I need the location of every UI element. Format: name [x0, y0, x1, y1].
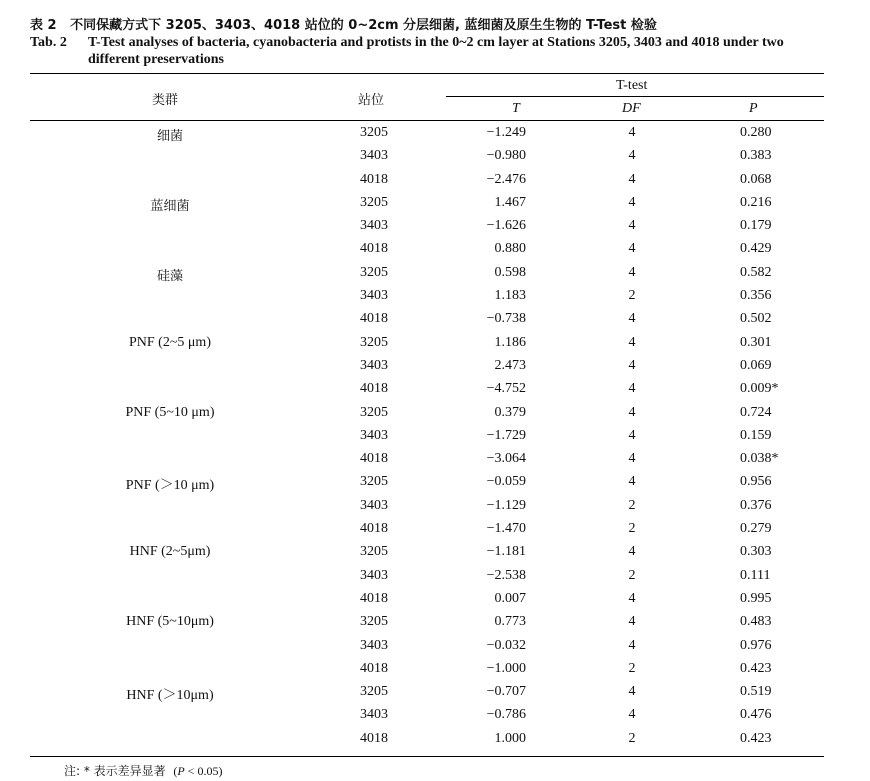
p-value-cell: 0.068 [740, 171, 772, 187]
p-value-cell: 0.502 [740, 311, 772, 327]
t-value-cell: −1.729 [486, 427, 526, 443]
table-row [0, 425, 870, 448]
p-value-cell: 0.582 [740, 264, 772, 280]
table-row [0, 122, 870, 145]
df-cell: 4 [628, 241, 636, 257]
table-row [0, 728, 870, 751]
df-cell: 4 [628, 707, 636, 723]
note-prefix: 注: * 表示差异显著 [64, 764, 166, 778]
table-row [0, 169, 870, 192]
table-note [64, 762, 222, 779]
t-value-cell: −0.707 [486, 684, 526, 700]
t-value-cell: −1.626 [486, 218, 526, 234]
p-value-cell: 0.216 [740, 194, 772, 210]
df-cell: 4 [628, 451, 636, 467]
t-value-cell: 1.000 [494, 730, 526, 746]
note-open: ( [173, 764, 178, 778]
table-row [0, 238, 870, 261]
station-cell: 4018 [360, 521, 388, 537]
table-row [0, 215, 870, 238]
station-cell: 3205 [360, 474, 388, 490]
station-cell: 4018 [360, 590, 388, 606]
df-cell: 4 [628, 590, 636, 606]
t-value-cell: 0.598 [494, 264, 526, 280]
station-cell: 3205 [360, 194, 388, 210]
station-cell: 3205 [360, 125, 388, 140]
table-row [0, 611, 870, 634]
station-cell: 4018 [360, 241, 388, 257]
t-value-cell: −2.538 [486, 567, 526, 583]
table-row [0, 285, 870, 308]
table-row [0, 518, 870, 541]
t-value-cell: −0.980 [486, 148, 526, 164]
station-cell: 3205 [360, 334, 388, 350]
header-taxon: 类群 [152, 93, 179, 108]
t-value-cell: −4.752 [486, 381, 526, 397]
df-cell: 4 [628, 614, 636, 630]
station-cell: 3403 [360, 288, 388, 304]
df-cell: 4 [628, 264, 636, 280]
taxon-cell: PNF (2~5 μm) [129, 334, 211, 350]
t-value-cell: −1.129 [486, 497, 526, 513]
df-cell: 2 [628, 730, 636, 746]
table-row [0, 588, 870, 611]
station-cell: 4018 [360, 311, 388, 327]
table-row [0, 378, 870, 401]
station-cell: 3403 [360, 218, 388, 234]
p-value-cell: 0.009* [740, 381, 779, 397]
df-cell: 4 [628, 474, 636, 490]
caption-english [30, 34, 840, 68]
taxon-cell: 细菌 [156, 129, 183, 144]
station-cell: 4018 [360, 171, 388, 187]
p-value-cell: 0.995 [740, 590, 772, 606]
table-row [0, 145, 870, 168]
p-value-cell: 0.301 [740, 334, 772, 350]
t-value-cell: −1.000 [486, 660, 526, 676]
t-value-cell: −0.786 [486, 707, 526, 723]
station-cell: 3205 [360, 684, 388, 700]
p-value-cell: 0.356 [740, 288, 772, 304]
df-cell: 4 [628, 544, 636, 560]
t-value-cell: 0.773 [494, 614, 526, 630]
table-row [0, 192, 870, 215]
table-body [0, 122, 870, 751]
header-station: 站位 [358, 93, 385, 108]
table-row [0, 495, 870, 518]
table-row [0, 635, 870, 658]
taxon-cell: 蓝细菌 [150, 198, 190, 214]
table-row [0, 308, 870, 331]
p-value-cell: 0.976 [740, 637, 772, 653]
table-row [0, 262, 870, 285]
df-cell: 4 [628, 334, 636, 350]
taxon-cell: HNF (＞10μm) [126, 688, 214, 704]
table-row [0, 402, 870, 425]
df-cell: 4 [628, 427, 636, 443]
station-cell: 4018 [360, 451, 388, 467]
t-value-cell: 1.183 [494, 288, 526, 304]
table-row [0, 471, 870, 494]
df-cell: 4 [628, 218, 636, 234]
station-cell: 3205 [360, 404, 388, 420]
p-value-cell: 0.423 [740, 730, 772, 746]
t-value-cell: 1.186 [494, 334, 526, 350]
header-p: P [749, 101, 758, 116]
p-value-cell: 0.423 [740, 660, 772, 676]
t-value-cell: 0.379 [494, 404, 526, 420]
caption-chinese [30, 14, 657, 33]
df-cell: 4 [628, 125, 636, 140]
table-bottom-rule [30, 756, 824, 757]
p-value-cell: 0.038* [740, 451, 779, 467]
df-cell: 4 [628, 311, 636, 327]
t-value-cell: −1.470 [486, 521, 526, 537]
header-ttest: T-test [616, 78, 648, 93]
note-p-symbol: P [177, 764, 185, 778]
header-bottom-rule [30, 120, 824, 121]
taxon-cell: PNF (5~10 μm) [125, 404, 215, 420]
t-value-cell: −0.032 [486, 637, 526, 653]
df-cell: 2 [628, 497, 636, 513]
station-cell: 3403 [360, 148, 388, 164]
caption-cn-label: 表 2 [30, 18, 57, 33]
caption-en-title: T-Test analyses of bacteria, cyanobacteria and protists in the 0~2 cm layer at Stations 3205, 3403 and 4018 under two different preservations [88, 35, 784, 67]
p-value-cell: 0.519 [740, 684, 772, 700]
table-row [0, 658, 870, 681]
df-cell: 4 [628, 404, 636, 420]
taxon-cell: PNF (＞10 μm) [125, 478, 215, 494]
station-cell: 4018 [360, 660, 388, 676]
p-value-cell: 0.383 [740, 148, 772, 164]
p-value-cell: 0.476 [740, 707, 772, 723]
header-t: T [512, 101, 520, 116]
p-value-cell: 0.279 [740, 521, 772, 537]
t-value-cell: −0.738 [486, 311, 526, 327]
station-cell: 3403 [360, 497, 388, 513]
p-value-cell: 0.724 [740, 404, 772, 420]
station-cell: 3403 [360, 567, 388, 583]
station-cell: 3205 [360, 544, 388, 560]
note-condition: < 0.05) [184, 764, 223, 778]
df-cell: 4 [628, 684, 636, 700]
table-top-rule [30, 73, 824, 74]
p-value-cell: 0.483 [740, 614, 772, 630]
table-row [0, 448, 870, 471]
t-value-cell: 0.880 [494, 241, 526, 257]
df-cell: 2 [628, 521, 636, 537]
t-value-cell: 0.007 [494, 590, 526, 606]
df-cell: 4 [628, 194, 636, 210]
t-value-cell: −3.064 [486, 451, 526, 467]
p-value-cell: 0.179 [740, 218, 772, 234]
t-value-cell: −1.249 [486, 125, 526, 140]
caption-cn-title: 不同保藏方式下 3205、3403、4018 站位的 0~2cm 分层细菌, 蓝细菌及原生生物的 T-Test 检验 [70, 18, 657, 33]
table-row [0, 355, 870, 378]
station-cell: 3403 [360, 357, 388, 373]
t-value-cell: −2.476 [486, 171, 526, 187]
station-cell: 4018 [360, 381, 388, 397]
p-value-cell: 0.069 [740, 357, 772, 373]
p-value-cell: 0.159 [740, 427, 772, 443]
p-value-cell: 0.376 [740, 497, 772, 513]
taxon-cell: HNF (5~10μm) [126, 614, 214, 630]
header-df: DF [622, 101, 641, 116]
table-row [0, 565, 870, 588]
table-row [0, 541, 870, 564]
p-value-cell: 0.280 [740, 125, 772, 140]
df-cell: 4 [628, 357, 636, 373]
table-row [0, 681, 870, 704]
t-value-cell: 1.467 [494, 194, 526, 210]
caption-en-label: Tab. 2 [30, 35, 67, 50]
station-cell: 3403 [360, 707, 388, 723]
p-value-cell: 0.111 [740, 567, 771, 583]
station-cell: 4018 [360, 730, 388, 746]
df-cell: 2 [628, 567, 636, 583]
p-value-cell: 0.303 [740, 544, 772, 560]
station-cell: 3403 [360, 427, 388, 443]
t-value-cell: 2.473 [494, 357, 526, 373]
t-value-cell: −0.059 [486, 474, 526, 490]
table-row [0, 332, 870, 355]
df-cell: 2 [628, 660, 636, 676]
df-cell: 4 [628, 171, 636, 187]
df-cell: 4 [628, 637, 636, 653]
p-value-cell: 0.429 [740, 241, 772, 257]
df-cell: 2 [628, 288, 636, 304]
table-row [0, 704, 870, 727]
ttest-span-rule [446, 96, 824, 97]
station-cell: 3205 [360, 264, 388, 280]
station-cell: 3205 [360, 614, 388, 630]
p-value-cell: 0.956 [740, 474, 772, 490]
station-cell: 3403 [360, 637, 388, 653]
taxon-cell: 硅藻 [156, 268, 183, 284]
t-value-cell: −1.181 [486, 544, 526, 560]
df-cell: 4 [628, 381, 636, 397]
taxon-cell: HNF (2~5μm) [129, 544, 211, 560]
df-cell: 4 [628, 148, 636, 164]
